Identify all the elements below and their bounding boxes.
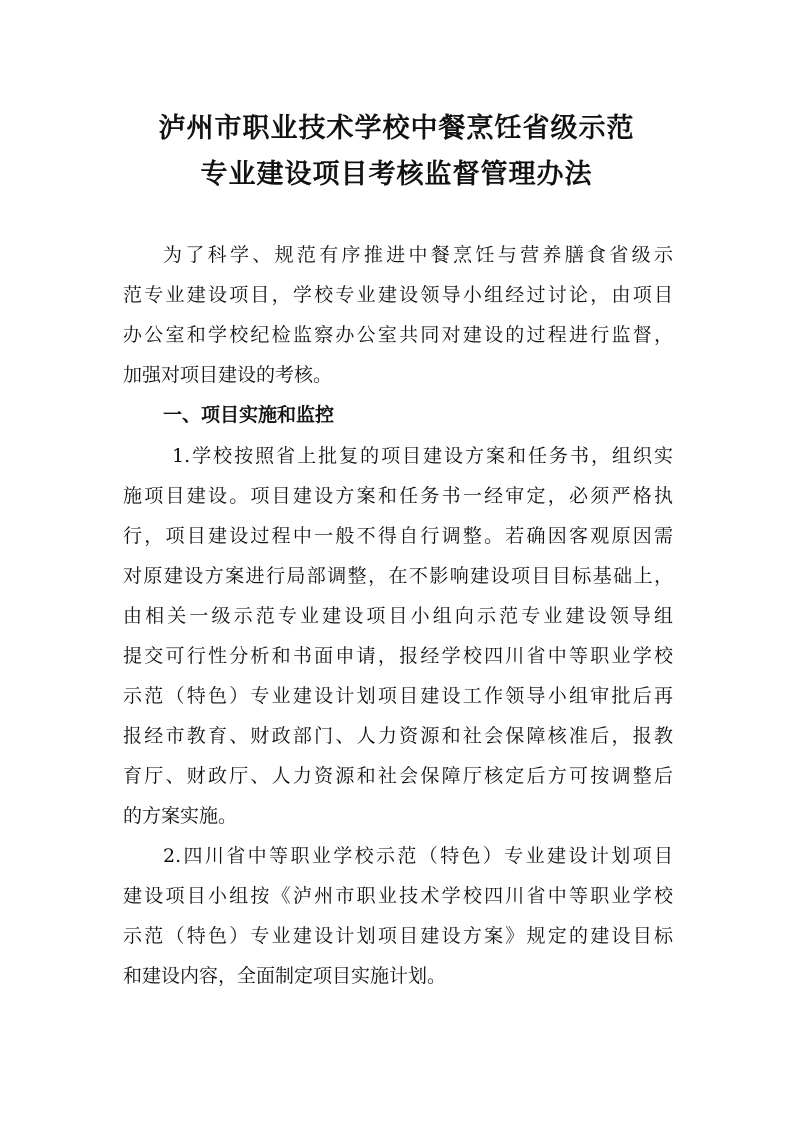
item-2-line-2: 建设项目小组按《泸州市职业技术学校四川省中等职业学校 (123, 885, 673, 907)
item-1-line-8: 报经市教育、财政部门、人力资源和社会保障核准后，报教 (123, 725, 673, 747)
item-1-line-2: 施项目建设。项目建设方案和任务书一经审定，必须严格执 (123, 485, 673, 507)
item-1-line-1: 1.学校按照省上批复的项目建设方案和任务书，组织实 (172, 445, 673, 467)
item-1-line-4: 对原建设方案进行局部调整，在不影响建设项目目标基础上， (123, 565, 673, 587)
item-1-line-5: 由相关一级示范专业建设项目小组向示范专业建设领导组 (123, 605, 673, 627)
item-2-line-4: 和建设内容，全面制定项目实施计划。 (123, 965, 447, 987)
item-2-line-1: 2.四川省中等职业学校示范（特色）专业建设计划项目 (163, 845, 673, 867)
item-1-line-3: 行，项目建设过程中一般不得自行调整。若确因客观原因需 (123, 525, 673, 547)
item-1-line-7: 示范（特色）专业建设计划项目建设工作领导小组审批后再 (123, 685, 673, 707)
document-title-line-2: 专业建设项目考核监督管理办法 (200, 159, 593, 190)
intro-line-4: 加强对项目建设的考核。 (123, 364, 333, 386)
section-1-heading: 一、项目实施和监控 (163, 404, 335, 426)
intro-line-3: 办公室和学校纪检监察办公室共同对建设的过程进行监督， (123, 324, 673, 346)
intro-line-1: 为了科学、规范有序推进中餐烹饪与营养膳食省级示 (163, 244, 673, 266)
item-1-line-9: 育厅、财政厅、人力资源和社会保障厅核定后方可按调整后 (123, 765, 673, 787)
item-2-line-3: 示范（特色）专业建设计划项目建设方案》规定的建设目标 (123, 925, 673, 947)
document-title-line-1: 泸州市职业技术学校中餐烹饪省级示范 (158, 113, 635, 144)
item-1-line-6: 提交可行性分析和书面申请，报经学校四川省中等职业学校 (123, 645, 673, 667)
item-1-line-10: 的方案实施。 (123, 805, 238, 827)
intro-line-2: 范专业建设项目，学校专业建设领导小组经过讨论，由项目 (123, 284, 673, 306)
